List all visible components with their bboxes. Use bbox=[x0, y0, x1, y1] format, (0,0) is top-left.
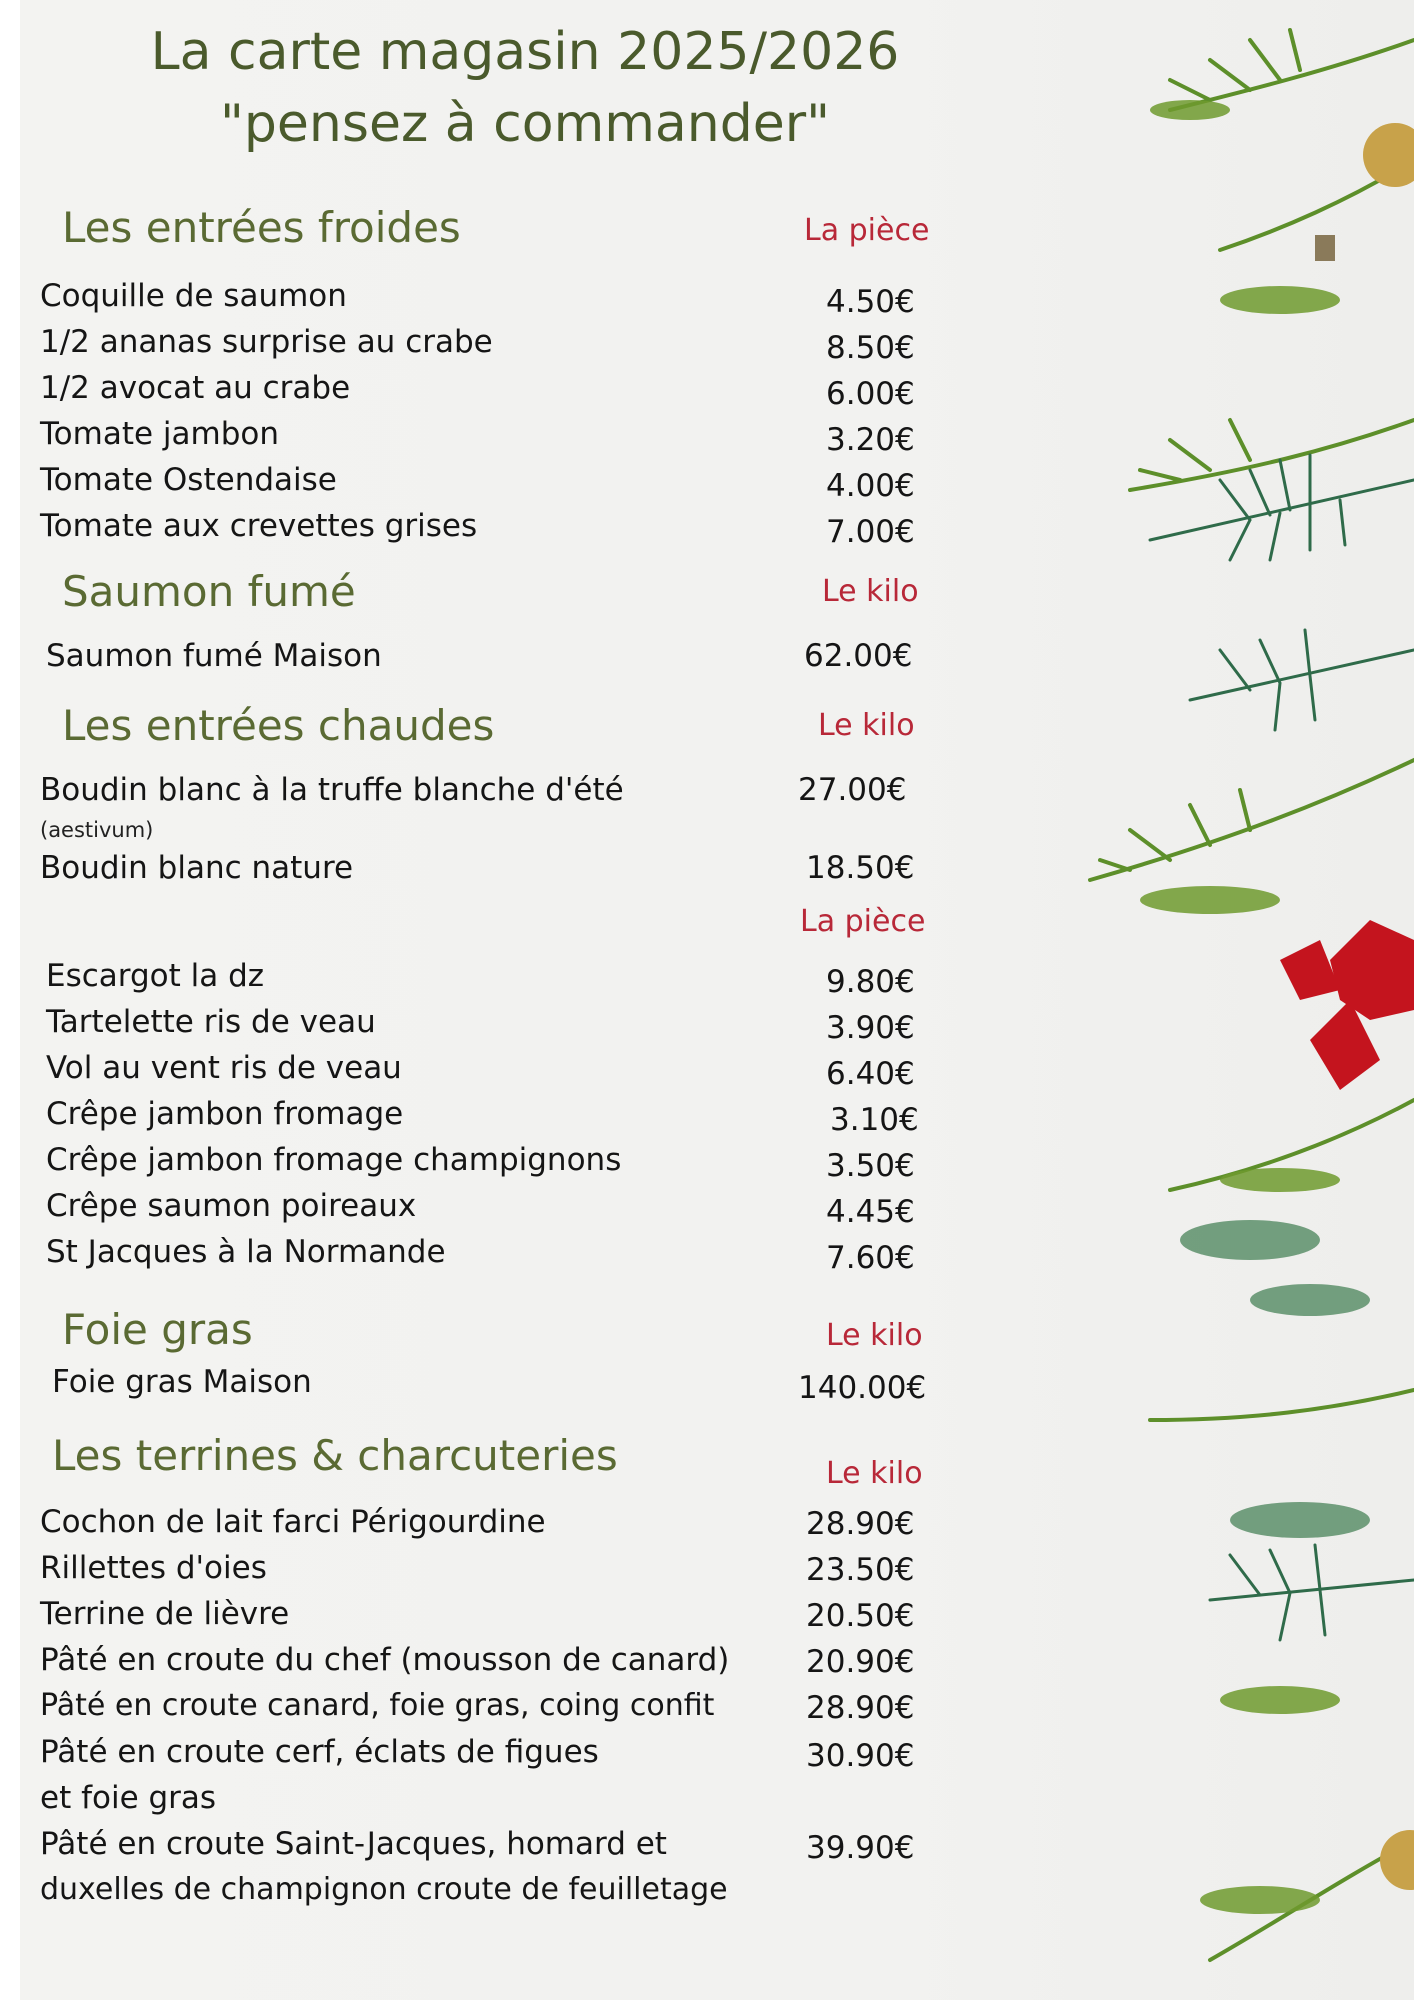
menu-item-price: 62.00€ bbox=[804, 638, 913, 674]
section-heading: Les terrines & charcuteries bbox=[52, 1431, 618, 1480]
menu-item-price: 3.10€ bbox=[830, 1102, 919, 1138]
menu-item-name: Crêpe saumon poireaux bbox=[46, 1188, 417, 1224]
menu-item-price: 6.40€ bbox=[826, 1056, 915, 1092]
section-unit: La pièce bbox=[800, 904, 926, 939]
menu-item-price: 6.00€ bbox=[826, 376, 915, 412]
menu-item-name: Cochon de lait farci Périgourdine bbox=[40, 1504, 546, 1540]
menu-item-name: Crêpe jambon fromage champignons bbox=[46, 1142, 622, 1178]
menu-title-line2: "pensez à commander" bbox=[219, 94, 830, 154]
section-heading: Les entrées froides bbox=[62, 203, 461, 252]
menu-item-name: Pâté en croute cerf, éclats de figues bbox=[40, 1734, 599, 1770]
menu-item-price: 9.80€ bbox=[826, 964, 915, 1000]
menu-item-name: Pâté en croute canard, foie gras, coing confit bbox=[40, 1688, 715, 1723]
menu-item-price: 4.00€ bbox=[826, 468, 915, 504]
menu-item-name: Boudin blanc à la truffe blanche d'été bbox=[40, 772, 624, 808]
menu-item-price: 3.50€ bbox=[826, 1148, 915, 1184]
menu-item-name: Pâté en croute Saint-Jacques, homard et bbox=[40, 1826, 667, 1862]
menu-item-price: 4.45€ bbox=[826, 1194, 915, 1230]
menu-item-price: 140.00€ bbox=[798, 1370, 927, 1406]
menu-item-name: Tartelette ris de veau bbox=[46, 1004, 376, 1040]
menu-item-name: St Jacques à la Normande bbox=[46, 1234, 446, 1270]
menu-item-price: 39.90€ bbox=[806, 1830, 915, 1866]
menu-item-price: 27.00€ bbox=[798, 772, 907, 808]
menu-item-name: Escargot la dz bbox=[46, 958, 265, 994]
menu-item-price: 28.90€ bbox=[806, 1690, 915, 1726]
menu-item-name: Tomate jambon bbox=[40, 416, 280, 452]
christmas-greenery-icon bbox=[950, 0, 1414, 2000]
menu-item-price: 4.50€ bbox=[826, 284, 915, 320]
menu-item-price: 18.50€ bbox=[806, 850, 915, 886]
section-unit: Le kilo bbox=[818, 708, 915, 743]
menu-item-note: (aestivum) bbox=[40, 818, 154, 842]
menu-item-price: 3.90€ bbox=[826, 1010, 915, 1046]
menu-item-name: Boudin blanc nature bbox=[40, 850, 354, 886]
menu-item-name: Saumon fumé Maison bbox=[46, 638, 382, 674]
menu-item-name-cont: et foie gras bbox=[40, 1780, 217, 1816]
section-unit: Le kilo bbox=[826, 1456, 923, 1491]
menu-item-price: 20.50€ bbox=[806, 1598, 915, 1634]
section-heading: Les entrées chaudes bbox=[62, 701, 495, 750]
menu-item-name: Foie gras Maison bbox=[52, 1364, 312, 1400]
menu-item-name: 1/2 ananas surprise au crabe bbox=[40, 324, 493, 360]
menu-item-name: Terrine de lièvre bbox=[40, 1596, 290, 1632]
menu-item-name: Crêpe jambon fromage bbox=[46, 1096, 404, 1132]
menu-item-price: 28.90€ bbox=[806, 1506, 915, 1542]
menu-item-name-cont: duxelles de champignon croute de feuilletage bbox=[40, 1872, 728, 1907]
menu-item-price: 7.60€ bbox=[826, 1240, 915, 1276]
menu-item-name: Tomate aux crevettes grises bbox=[40, 508, 478, 544]
section-unit: Le kilo bbox=[826, 1318, 923, 1353]
menu-item-price: 30.90€ bbox=[806, 1738, 915, 1774]
section-unit: Le kilo bbox=[822, 574, 919, 609]
section-unit: La pièce bbox=[804, 213, 930, 248]
menu-item-name: 1/2 avocat au crabe bbox=[40, 370, 351, 406]
menu-item-name: Pâté en croute du chef (mousson de canard) bbox=[40, 1642, 730, 1678]
section-heading: Foie gras bbox=[62, 1305, 253, 1354]
menu-item-price: 8.50€ bbox=[826, 330, 915, 366]
page-margin bbox=[0, 0, 20, 2000]
menu-title-line1: La carte magasin 2025/2026 bbox=[150, 22, 900, 82]
section-heading: Saumon fumé bbox=[62, 567, 356, 616]
menu-item-name: Vol au vent ris de veau bbox=[46, 1050, 402, 1086]
menu-item-name: Coquille de saumon bbox=[40, 278, 347, 314]
menu-item-price: 7.00€ bbox=[826, 514, 915, 550]
menu-item-price: 23.50€ bbox=[806, 1552, 915, 1588]
menu-item-name: Rillettes d'oies bbox=[40, 1550, 267, 1586]
menu-item-name: Tomate Ostendaise bbox=[40, 462, 337, 498]
menu-item-price: 20.90€ bbox=[806, 1644, 915, 1680]
menu-item-price: 3.20€ bbox=[826, 422, 915, 458]
